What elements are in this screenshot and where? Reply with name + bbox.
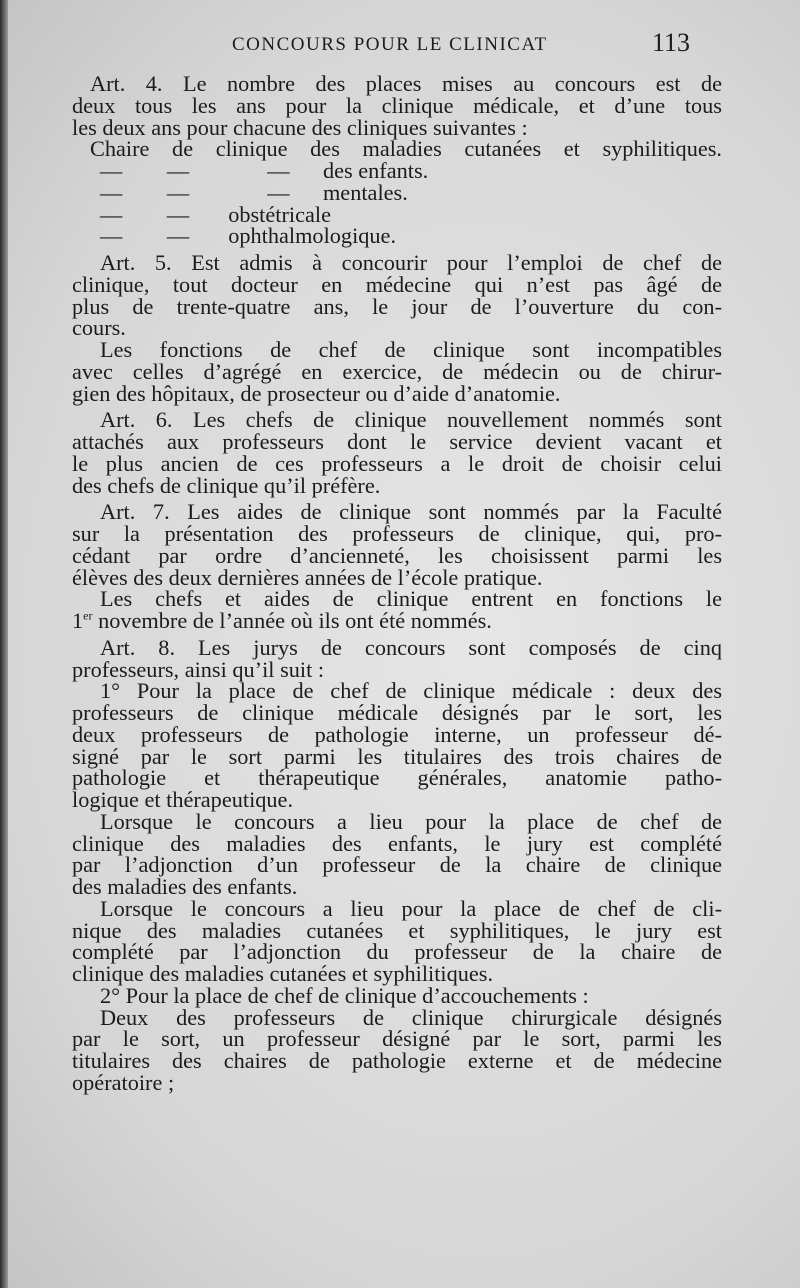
text-line: complété par l’adjonction du professeur de la chaire de [72,939,722,965]
text-line: clinique, tout docteur en médecine qui n’est pas âgé de [72,271,722,297]
text-line: pathologie et thérapeutique générales, anatomie patho- [72,765,722,791]
text-line: Lorsque le concours a lieu pour la place de chef de [100,808,722,834]
text-line: attachés aux professeurs dont le service devient vacant et [72,429,722,454]
ordinal-suffix: er [83,608,93,623]
text-line: Art. 4. Le nombre des places mises au concours est de [90,71,722,96]
text-line: sur la présentation des professeurs de clinique, qui, pro- [72,521,722,546]
text-line: opératoire ; [72,1069,175,1095]
text-line: Deux des professeurs de clinique chirurgicale désignés [100,1004,722,1030]
text-line: professeurs de clinique médicale désignés par le sort, les [72,700,722,725]
text-line: professeurs, ainsi qu’il suit : [72,656,325,682]
text-line: — — — des enfants. [100,158,429,183]
text-line: par le sort, un professeur désigné par le sort, parmi les [72,1026,722,1052]
text-line: Art. 8. Les jurys de concours sont composés de cinq [100,634,722,660]
text-fragment: novembre de l’année où ils ont été nommés. [98,608,492,633]
page-gutter-shadow [0,0,8,1288]
text-line: gien des hôpitaux, de prosecteur ou d’aide d’anatomie. [72,380,561,406]
text-line: deux professeurs de pathologie interne, un professeur dé- [72,721,722,747]
text-line: des chefs de clinique qu’il préfère. [72,472,381,498]
text-line: avec celles d’agrégé en exercice, de médecin ou de chirur- [72,358,722,384]
text-line: élèves des deux dernières années de l’école pratique. [72,564,543,590]
text-line: le plus ancien de ces professeurs a le droit de choisir celui [72,450,722,476]
text-line: deux tous les ans pour la clinique médicale, et d’une tous [72,92,722,118]
text-line: cours. [72,315,126,341]
text-line: nique des maladies cutanées et syphilitiques, le jury est [72,917,722,943]
text-line: Art. 6. Les chefs de clinique nouvellement nommés sont [100,407,722,433]
text-line: Chaire de clinique des maladies cutanées et syphilitiques. [90,136,722,162]
text-line [72,610,722,632]
text-line: par l’adjonction d’un professeur de la chaire de clinique [72,852,722,878]
text-line: Les fonctions de chef de clinique sont incompatibles [100,337,722,362]
text-line: logique et thérapeutique. [72,787,294,812]
page-number: 113 [652,28,691,57]
text-line: signé par le sort parmi les titulaires des trois chaires de [72,743,722,769]
text-line: clinique des maladies des enfants, le jury est complété [72,830,722,856]
text-line: 1° Pour la place de chef de clinique médicale : deux des [100,678,722,704]
text-line: — — — mentales. [100,179,408,205]
text-line: — — ophthalmologique. [100,223,397,249]
page-header [0,28,800,62]
text-line: cédant par ordre d’ancienneté, les choisissent parmi les [72,542,722,568]
text-line: Art. 7. Les aides de clinique sont nommés par la Faculté [100,499,722,525]
running-title: CONCOURS POUR LE CLINICAT [232,34,548,55]
text-line: clinique des maladies cutanées et syphilitiques. [72,961,494,986]
text-line: les deux ans pour chacune des cliniques suivantes : [72,114,528,140]
text-line: — — obstétricale [100,201,331,227]
text-line: 2° Pour la place de chef de clinique d’accouchements : [100,982,589,1008]
text-line: Art. 5. Est admis à concourir pour l’emploi de chef de [100,250,722,275]
text-line: Les chefs et aides de clinique entrent en fonctions le [100,586,722,612]
body-text [72,73,722,1094]
text-line: des maladies des enfants. [72,874,298,899]
text-line: Lorsque le concours a lieu pour la place de chef de cli- [100,895,722,921]
ordinal-number: 1 [72,608,84,633]
text-line: titulaires des chaires de pathologie externe et de médecine [72,1048,722,1073]
text-line: plus de trente-quatre ans, le jour de l’ouverture du con- [72,293,722,319]
